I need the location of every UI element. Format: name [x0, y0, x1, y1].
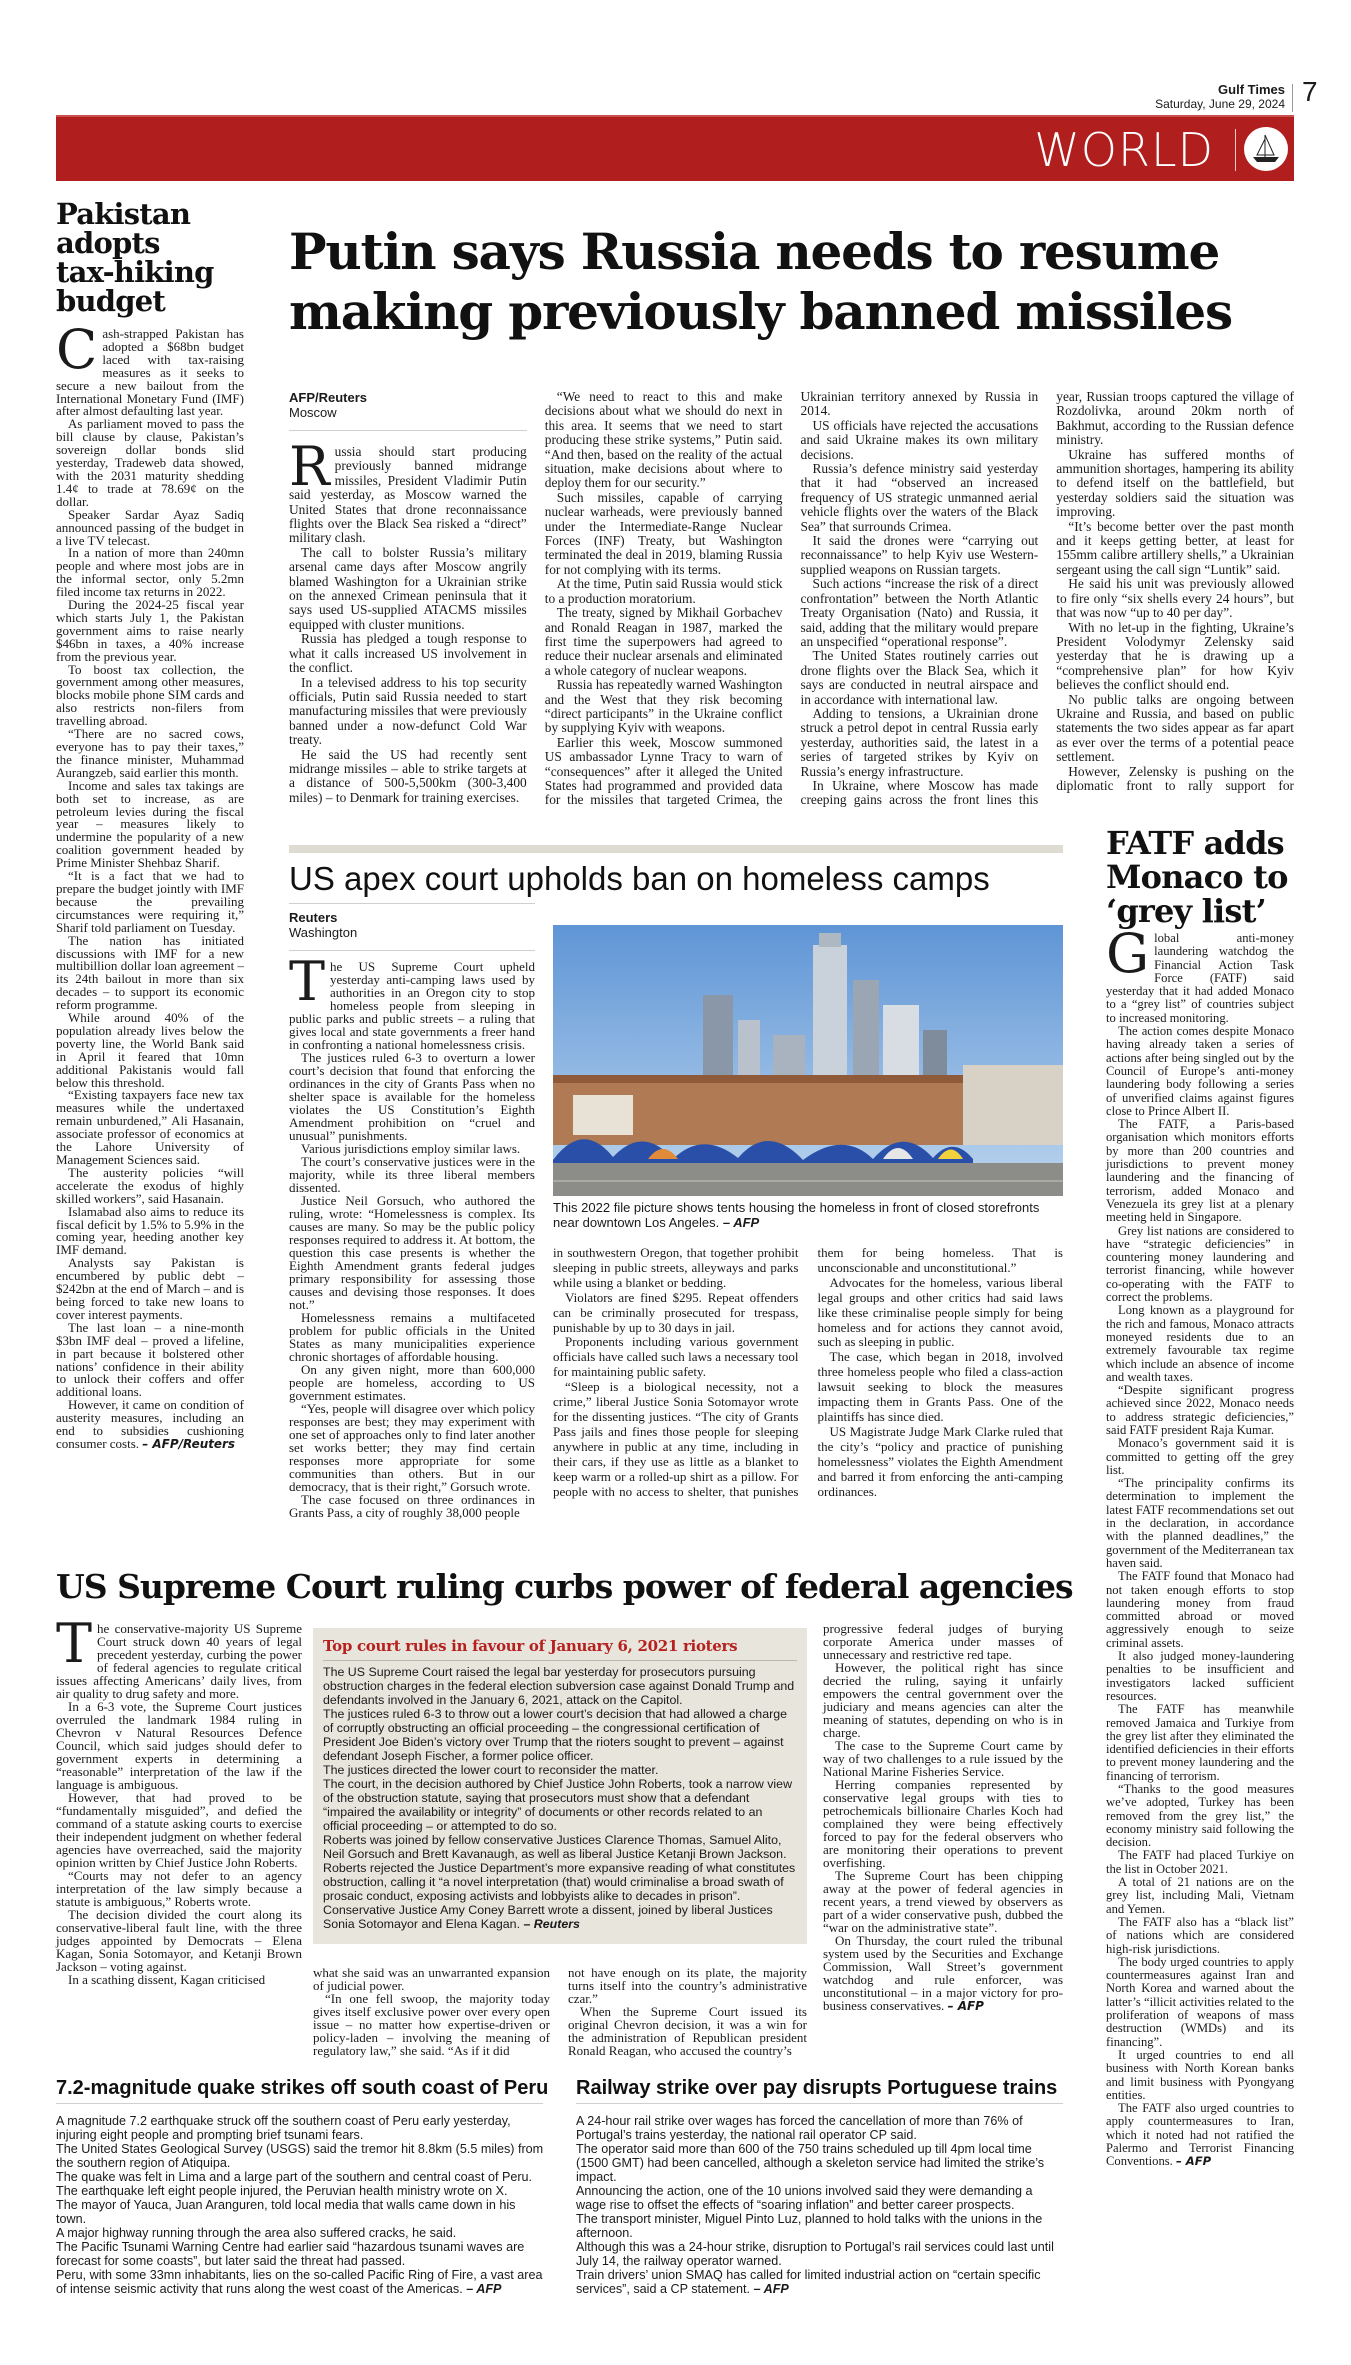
paragraph-text: The justices directed the lower court to reconsider the matter.: [323, 1763, 659, 1777]
paragraph: [323, 1833, 797, 1861]
paragraph-text: Announcing the action, one of the 10 unions involved said they were demanding a wage rise to offset the effects of “soaring inflation” and better career prospects.: [576, 2184, 1033, 2212]
paragraph: [1106, 1876, 1294, 1916]
paragraph: [823, 1934, 1063, 2013]
paragraph-text: A total of 21 nations are on the grey list, including Mali, Vietnam and Yemen.: [1106, 1875, 1294, 1916]
january-6-sidebar-box: [313, 1628, 807, 1944]
paragraph-text: A 24-hour rail strike over wages has forced the cancellation of more than 76% of Portugal’s trains yesterday, the national rail operator CP said.: [576, 2114, 1023, 2142]
paragraph: [323, 1777, 797, 1833]
paragraph: [289, 1402, 535, 1493]
homeless-headline: US apex court upholds ban on homeless camps: [289, 860, 990, 897]
paragraph-text: In a 6-3 vote, the Supreme Court justices overruled the landmark 1984 ruling in Chevron v Natural Resources Defence Council, which said judges should defer to government experts in determining a “reasonable” interpretation of the law if the language is ambiguous.: [56, 1699, 302, 1792]
paragraph-text: However, that had proved to be “fundamentally misguided”, and defied the command of a statute asking courts to exercise their independent judgment on whether federal agencies have overreached, said the majority opinion written by Chief Justice John Roberts.: [56, 1790, 302, 1870]
paragraph: [823, 1739, 1063, 1778]
paragraph: [289, 1493, 535, 1519]
paragraph-text: The FATF found that Monaco had not taken enough efforts to stop laundering money from fraud committed abroad or moved aggressively enough to seize criminal assets.: [1106, 1569, 1294, 1650]
headline-line: budget: [56, 284, 165, 318]
paragraph: [1106, 1304, 1294, 1384]
paragraph-text: Homelessness remains a multifaceted problem for public officials in the United States as many municipalities experience chronic shortages of affordable housing.: [289, 1310, 535, 1364]
paragraph-text: Advocates for the homeless, various liberal legal groups and other critics had said laws like these criminalise people simply for being homeless and for actions they cannot avoid, such as sleeping in public.: [817, 1274, 1063, 1350]
paragraph: [323, 1861, 797, 1903]
paragraph: [818, 1425, 1064, 1500]
portugal-article-body: [576, 2114, 1066, 2296]
paragraph-text: The action comes despite Monaco having already taken a series of actions after being singled out by the Council of Europe’s anti-money laundering body following a series of unverified claims against figures close to Prince Albert II.: [1106, 1024, 1294, 1118]
sidebar-paragraphs: [323, 1665, 797, 1931]
paragraph-text: Income and sales tax takings are both set to increase, as are petroleum levies during the fiscal year – measures likely to undermine the popularity of a new coalition government headed by Prime Minister Shehbaz Sharif.: [56, 777, 244, 871]
paragraph-text: Islamabad also aims to reduce its fiscal deficit by 1.5% to 5.9% in the coming year, heeding another key IMF demand.: [56, 1203, 244, 1258]
paragraph: [56, 1203, 244, 1258]
paragraph-text: In a nation of more than 240mn people and where most jobs are in the informal sector, only 5.2mn filed income tax returns in 2022.: [56, 545, 244, 600]
paragraph-text: Conservative Justice Amy Coney Barrett wrote a dissent, joined by liberal Justices Sonia Sotomayor and Elena Kagan.: [323, 1903, 773, 1931]
paragraph-text: He said his unit was previously allowed to fire only “six shells every 24 hours”, but that was now “up to 40 per day”.: [1056, 576, 1294, 621]
paragraph: [56, 2142, 546, 2170]
paragraph-text: In a scathing dissent, Kagan criticised: [68, 1972, 266, 1987]
paragraph-text: The US Supreme Court raised the legal bar yesterday for prosecutors pursuing obstruction charges in the federal election subversion case against Donald Trump and defendants involved in the January 6, 2021, attack on the Capitol.: [323, 1665, 795, 1707]
paragraph: [289, 1363, 535, 1402]
paragraph-text: To boost tax collection, the government among other measures, blocks mobile phone SIM cards and also restricts non-filers from travelling abroad.: [56, 661, 244, 729]
peru-headline: 7.2-magnitude quake strikes off south coast of Peru: [56, 2077, 549, 2099]
paragraph-text: The case to the Supreme Court came by way of two challenges to a rule issued by the National Marine Fisheries Service.: [823, 1738, 1063, 1779]
paragraph: [289, 1155, 535, 1194]
paragraph: [823, 1869, 1063, 1934]
paragraph-text: Ukraine has suffered months of ammunition shortages, hampering its ability to defend itself on the battlefield, but yesterday soldiers said the situation was improving.: [1056, 446, 1294, 520]
putin-headline: [289, 222, 1232, 342]
paragraph-text: Proponents including various government officials have called such laws a necessary tool for maintaining public safety.: [553, 1334, 799, 1380]
paragraph: [323, 1665, 797, 1707]
paragraph: [56, 547, 244, 599]
headline-line: Monaco to: [1106, 858, 1288, 896]
paragraph: [289, 748, 527, 806]
headline-line: adopts: [56, 226, 160, 260]
paragraph-text: “Existing taxpayers face new tax measures while the undertaxed remain unburdened,” Ali Hasanain, associate professor of economics at the Lahore University of Management Sciences said.: [56, 1087, 244, 1167]
paragraph-text: The operator said more than 600 of the 750 trains scheduled up till 4pm local time (1500 GMT) had been cancelled, although a skeleton service had limited the strike’s impact.: [576, 2142, 1045, 2184]
byline-place: Moscow: [289, 405, 337, 420]
paragraph: [1106, 1477, 1294, 1570]
paragraph-text: Long known as a playground for the rich and famous, Monaco attracts moneyed residents due to an extremely favourable tax regime which include an absence of income and wealth taxes.: [1106, 1303, 1294, 1384]
agency-credit: – AFP: [466, 2282, 502, 2296]
paragraph: [289, 950, 535, 1052]
paragraph: [801, 577, 1039, 649]
paragraph: [553, 1291, 799, 1336]
paragraph: [56, 870, 244, 935]
paragraph-text: The Pacific Tsunami Warning Centre had earlier said “hazardous tsunami waves are forecast for some coasts”, but later said the threat had passed.: [56, 2240, 525, 2268]
paragraph-text: “Despite significant progress achieved since 2022, Monaco needs to address strategic deficiencies,” said FATF president Raja Kumar.: [1106, 1383, 1294, 1437]
paragraph: [818, 1350, 1064, 1425]
paragraph-text: As parliament moved to pass the bill clause by clause, Pakistan’s sovereign dollar bonds slid yesterday, Tradeweb data showed, with the 2031 maturity shedding 1.4¢ to trade at 78.69¢ on the dollar.: [56, 416, 244, 509]
paragraph: [56, 1700, 302, 1791]
paragraph-text: The last loan – a nine-month $3bn IMF deal – proved a lifeline, in part because it bolstered other nations’ confidence in their ability to unlock their coffers and offer additional loans.: [56, 1319, 244, 1400]
paragraph: [56, 1012, 244, 1089]
paragraph: [553, 1335, 799, 1380]
paragraph-text: The case focused on three ordinances in Grants Pass, a city of roughly 38,000 people: [289, 1492, 535, 1520]
section-banner: [56, 115, 1294, 181]
supreme-court-column-1: [56, 1612, 302, 1987]
paragraph: [1056, 693, 1294, 765]
paragraph: [289, 632, 527, 675]
paragraph: [56, 2198, 546, 2226]
putin-article-body: [289, 390, 1294, 815]
paragraph-text: No public talks are ongoing between Ukraine and Russia, and based on public statements the two sides appear as far apart as ever over the terms of a potential peace settlement.: [1056, 691, 1294, 765]
paragraph-text: Monaco’s government said it is committed to getting off the grey list.: [1106, 1436, 1294, 1477]
paragraph: [1106, 922, 1294, 1025]
paragraph: [56, 2226, 546, 2240]
section-divider-bar: [289, 845, 1063, 853]
paragraph-text: what she said was an unwarranted expansion of judicial power.: [313, 1965, 550, 1993]
headline-line: making previously banned missiles: [289, 282, 1232, 341]
paragraph-text: “Courts may not defer to an agency interpretation of the law simply because a statute is ambiguous,” Roberts wrote.: [56, 1868, 302, 1909]
paragraph: [56, 1399, 244, 1451]
divider: [56, 2103, 543, 2104]
paragraph-text: A magnitude 7.2 earthquake struck off the southern coast of Peru early yesterday, injuring eight people and prompting brief tsunami fears.: [56, 2114, 511, 2142]
paragraph: [56, 1319, 244, 1400]
page-number: 7: [1302, 76, 1318, 107]
homeless-column-1: [289, 950, 535, 1520]
paragraph-text: Such missiles, capable of carrying nuclear warheads, were previously banned under the Intermediate-Range Nuclear Forces (INF) Treaty, but Washington terminated the deal in 2019, blaming Russia for not complying with its terms.: [544, 489, 783, 577]
paragraph-text: While around 40% of the population already lives below the poverty line, the World Bank said in April it feared that 10mn additional Pakistanis would fall below this threshold.: [56, 1010, 244, 1090]
paragraph: [289, 676, 527, 748]
paragraph: [323, 1763, 797, 1777]
paragraph-text: In a televised address to his top security officials, Putin said Russia needed to start manufacturing missiles that were previously banned under a now-defunct Cold War treaty.: [289, 674, 527, 748]
paragraph-text: When the Supreme Court issued its original Chevron decision, it was a win for the administration of Republican president Ronald Reagan, who accused the country’s: [568, 2004, 807, 2058]
paragraph: [289, 546, 527, 632]
supreme-court-headline: US Supreme Court ruling curbs power of federal agencies: [56, 1567, 1073, 1606]
homeless-columns: [553, 1246, 1063, 1516]
paragraph-text: Speaker Sardar Ayaz Sadiq announced passing of the budget in a live TV telecast.: [56, 506, 244, 548]
paragraph: [1106, 1118, 1294, 1224]
paragraph: [1106, 1025, 1294, 1118]
paragraph-text: The transport minister, Miguel Pinto Luz, planned to hold talks with the unions in the afternoon.: [576, 2212, 1043, 2240]
paragraph: [823, 1778, 1063, 1869]
paragraph-text: “It is a fact that we had to prepare the budget jointly with IMF because the prevailing circumstances were requiring it,” Sharif told parliament on Tuesday.: [56, 868, 244, 935]
paragraph: [1106, 2049, 1294, 2102]
paragraph: [801, 707, 1039, 779]
paragraph-text: Various jurisdictions employ similar laws.: [301, 1141, 521, 1156]
agency-credit: – AFP: [947, 1999, 984, 2013]
byline: [289, 903, 535, 951]
paragraph: [56, 1973, 302, 1986]
paragraph: [56, 1791, 302, 1869]
photo-caption: [553, 1200, 1063, 1230]
paragraph-text: With no let-up in the fighting, Ukraine’s President Volodymyr Zelensky said yesterday that he is drawing up a “comprehensive plan” for how Kyiv believes the conflict should end.: [1056, 619, 1294, 693]
paragraph-text: A major highway running through the area also suffered cracks, he said.: [56, 2226, 457, 2240]
paragraph: [56, 1257, 244, 1322]
paragraph: [1056, 448, 1294, 520]
portugal-headline: Railway strike over pay disrupts Portuguese trains: [576, 2077, 1058, 2099]
paragraph: [56, 1908, 302, 1973]
paragraph-text: progressive federal judges of burying corporate America under masses of unnecessary and restrictive red tape.: [823, 1621, 1063, 1662]
paragraph: [801, 649, 1039, 707]
paragraph-text: Train drivers’ union SMAQ has called for limited industrial action on “certain specific services”, said a CP statement.: [576, 2268, 1041, 2296]
byline-agency: Reuters: [289, 910, 338, 925]
agency-credit: – AFP/Reuters: [142, 1436, 236, 1451]
paragraph-text: However, it came on condition of austerity measures, including an end to subsidies cushioning consumer costs.: [56, 1397, 244, 1451]
paragraph: [56, 728, 244, 780]
paragraph: [1106, 1225, 1294, 1305]
pakistan-headline: [56, 197, 214, 318]
paragraph: [56, 2268, 546, 2296]
paragraph-text: US Magistrate Judge Mark Clarke ruled that the city’s “policy and practice of punishing homelessness” violates the Eighth Amendment and barred it from enforcing the anti-camping ordinances.: [817, 1423, 1063, 1499]
paragraph-text: At the time, Putin said Russia would stick to a production moratorium.: [544, 576, 783, 606]
paragraph: [1106, 1783, 1294, 1849]
byline: [289, 390, 527, 431]
paragraph: [576, 2114, 1066, 2142]
newspaper-name: Gulf Times: [1218, 82, 1285, 97]
paragraph-text: The US Supreme Court upheld yesterday anti-camping laws used by authorities in an Oregon city to stop homeless people from sleeping in public parks and public streets – a ruling that gives local and state governments a freer hand in confronting a national homelessness crisis.: [289, 950, 535, 1052]
paragraph-text: Cash-strapped Pakistan has adopted a $68bn budget laced with tax-raising measures as it seeks to secure a new bailout from the International Monetary Fund (IMF) after almost defaulting last year.: [56, 318, 244, 419]
paragraph-text: Herring companies represented by conservative legal groups with ties to petrochemicals billionaire Charles Koch had complained they were being effectively forced to pay for the federal observers who are monitoring their operations to prevent overfishing.: [823, 1777, 1063, 1870]
paragraph: [576, 2240, 1066, 2268]
paragraph-text: The nation has initiated discussions with IMF for a new multibillion dollar loan agreement – its 24th bailout in more than six decades – to support its economic reform programme.: [56, 932, 244, 1013]
caption-credit: – AFP: [722, 1215, 760, 1230]
paragraph: [56, 506, 244, 548]
paragraph-text: Peru, with some 33mn inhabitants, lies on the so-called Pacific Ring of Fire, a vast area of intense seismic activity that runs along the west coast of the Americas.: [56, 2268, 543, 2296]
agency-credit: – AFP: [753, 2282, 789, 2296]
paragraph-text: “Sleep is a biological necessity, not a crime,” liberal Justice Sonia Sotomayor wrote for the dissenting justices. “The city of Grants Pass jails and fines those people for sleeping anywhere in public at any time, including in their cars, if they use as little as a blanket to keep warm or a rolled-up shirt as a pillow. For people with no access to shelter, that punishes them for being homeless. That is unconscionable and unconstitutional.”: [553, 1246, 1063, 1499]
paragraph-text: Justice Neil Gorsuch, who authored the ruling, wrote: “Homelessness is complex. Its causes are many. So may be the public policy responses required to address it. At bottom, the question this case presents is whether the Eighth Amendment grants federal judges primary responsibility for assessing those causes and devising those responses. It does not.”: [289, 1193, 535, 1312]
caption-text: This 2022 file picture shows tents housing the homeless in front of closed storefronts near downtown Los Angeles.: [553, 1200, 1040, 1230]
paragraph-text: The FATF also urged countries to apply countermeasures to Iran, which it noted had not ratified the Palermo and Terrorist Financing Conventions.: [1106, 2101, 1294, 2169]
headline-line: tax-hiking: [56, 255, 214, 289]
paragraph-text: Global anti-money laundering watchdog the Financial Action Task Force (FATF) said yesterday that it had added Monaco to a “grey list” of countries subject to increased monitoring.: [1106, 922, 1294, 1025]
paragraph: [56, 318, 244, 419]
paragraph-text: It said the drones were “carrying out reconnaissance” to help Kyiv use Western-supplied weapons on Russian targets.: [800, 533, 1039, 577]
paragraph: [576, 2184, 1066, 2212]
paragraph: [553, 1246, 799, 1291]
paragraph: [576, 2142, 1066, 2184]
paragraph-text: “It’s become better over the past month and it keeps getting better, at least for 155mm calibre artillery shells,” a Ukrainian sergeant using the call sign “Luntik” said.: [1056, 518, 1294, 577]
divider: [576, 2103, 1063, 2104]
supreme-court-column-2: [313, 1966, 550, 2057]
paragraph: [56, 1869, 302, 1908]
paragraph: [1106, 1703, 1294, 1783]
byline-agency: AFP/Reuters: [289, 390, 368, 405]
sidebar-title: Top court rules in favour of January 6, 2021 rioters: [323, 1636, 797, 1661]
section-title: WORLD: [1034, 123, 1214, 177]
paragraph: [56, 777, 244, 871]
paragraph-text: Russia has repeatedly warned Washington and the West that they risk becoming “direct participants” in the Ukraine conflict by supplying Kyiv with weapons.: [544, 677, 783, 736]
agency-credit: – Reuters: [523, 1917, 580, 1931]
paragraph: [1106, 2102, 1294, 2168]
paragraph-text: Roberts was joined by fellow conservative Justices Clarence Thomas, Samuel Alito, Neil Gorsuch and Brett Kavanaugh, as well as liberal Justice Ketanji Brown Jackson.: [323, 1833, 787, 1861]
paragraph: [545, 606, 783, 678]
paragraph: [801, 534, 1039, 577]
paragraph: [801, 419, 1039, 462]
headline-line: Pakistan: [56, 197, 191, 231]
paragraph-text: “There are no sacred cows, everyone has to pay their taxes,” the finance minister, Muhammad Aurangzeb, said earlier this month.: [56, 726, 244, 780]
paragraph-text: The United States routinely carries out drone flights over the Black Sea, which it says are conducted in neutral airspace and in accordance with international law.: [800, 648, 1039, 707]
paragraph: [1106, 1570, 1294, 1650]
supreme-court-column-3: [568, 1966, 807, 2057]
paragraph-text: “The principality confirms its determination to implement the latest FATF recommendations set out in the declaration, in accordance with the planned deadlines,” the government of the Mediterranean tax haven said.: [1106, 1476, 1294, 1570]
paragraph-text: The Supreme Court has been chipping away at the power of federal agencies in recent years, a trend viewed by observers as part of a wider conservative push, dubbed the “war on the administrative state”.: [823, 1868, 1063, 1935]
paragraph: [289, 1051, 535, 1142]
issue-date: Saturday, June 29, 2024: [1155, 97, 1285, 111]
paragraph-text: The FATF also has a “black list” of nations which are considered high-risk jurisdictions.: [1106, 1914, 1294, 1956]
paragraph-text: On Thursday, the court ruled the tribunal system used by the Securities and Exchange Commission, Wall Street’s government watchdog and rule enforcer, was unconstitutional – in a major victory for pro-business conservatives.: [823, 1933, 1063, 2013]
paragraph: [576, 2268, 1066, 2296]
paragraph-text: Such actions “increase the risk of a direct confrontation” between the North Atlantic Treaty Organisation (Nato) and Russia, it said, adding that the military would prepare an unspecified “operational response”.: [800, 576, 1039, 649]
paragraph: [1106, 1384, 1294, 1437]
paragraph-text: “Yes, people will disagree over which policy responses are best; they may experiment with one set of approaches only to find later another set works better; they may find certain responses more appropriate for some communities than others. But in our democracy, that is their right,” Gorsuch wrote.: [289, 1401, 535, 1494]
paragraph: [56, 2184, 546, 2198]
paragraph-text: in southwestern Oregon, that together prohibit sleeping in public streets, alleyways and parks while using a blanket or bedding.: [553, 1246, 799, 1290]
paragraph-text: It also judged money-laundering penalties to be insufficient and investigators lacked sufficient resources.: [1106, 1649, 1294, 1703]
paragraph: [823, 1622, 1063, 1661]
paragraph-text: Adding to tensions, a Ukrainian drone struck a petrol depot in central Russia early yesterday, authorities said, the latest in a series of targeted strikes by Kyiv on Russia’s energy infrastructure.: [800, 705, 1039, 779]
paragraph: [545, 390, 783, 491]
peru-article-body: [56, 2114, 546, 2296]
paragraph: [801, 462, 1039, 534]
paragraph-text: Russia’s defence ministry said yesterday that it had “observed an increased frequency of US strategic unmanned aerial vehicle flights over the waters of the Black Sea” that surrounds Crimea.: [800, 461, 1039, 534]
paragraph-text: “Thanks to the good measures we’ve adopted, Turkey has been removed from the grey list,” the economy ministry said following the decision.: [1106, 1782, 1294, 1850]
supreme-court-column-4: [823, 1622, 1063, 2013]
banner-divider: [1235, 129, 1236, 171]
paragraph: [323, 1707, 797, 1763]
paragraph-text: The FATF has meanwhile removed Jamaica and Turkiye from the grey list after they eliminated the identified deficiencies in their efforts to prevent money laundering and the financing of terrorism.: [1106, 1702, 1294, 1783]
paragraph: [576, 2212, 1066, 2240]
paragraph: [56, 599, 244, 664]
paragraph-text: The decision divided the court along its conservative-liberal fault line, with the three judges appointed by Democrats – Elena Kagan, Sonia Sotomayor, and Ketanji Brown Jackson – voting against.: [56, 1907, 302, 1974]
paragraph-text: The FATF had placed Turkiye on the list in October 2021.: [1106, 1848, 1294, 1876]
paragraph-text: Russia should start producing previously banned midrange missiles, President Vladimir Putin said yesterday, as Moscow warned the United States that drone reconnaissance flights over the Black Sea risked a “direct” military clash.: [289, 435, 527, 546]
paragraph: [289, 435, 527, 546]
dhow-boat-icon: [1244, 127, 1288, 171]
paragraph-text: The mayor of Yauca, Juan Aranguren, told local media that walls came down in his town.: [56, 2198, 516, 2226]
paragraph-text: The body urged countries to apply countermeasures against Iran and North Korea and warned about the latter’s “illicit activities related to the proliferation of weapons of mass destruction (WMDs) and its financing”.: [1106, 1954, 1294, 2049]
paragraph-text: The earthquake left eight people injured, the Peruvian health ministry wrote on X.: [56, 2184, 508, 2198]
paragraph-text: The case, which began in 2018, involved three homeless people who filed a class-action lawsuit seeking to block the measures impacting them in Grants Pass. One of the plaintiffs has since died.: [817, 1349, 1063, 1424]
paragraph: [545, 491, 783, 577]
homeless-tents-photo: [553, 925, 1063, 1196]
paragraph: [1056, 577, 1294, 620]
paragraph: [56, 1089, 244, 1166]
paragraph: [545, 577, 783, 606]
paragraph: [289, 1311, 535, 1363]
paragraph: [289, 1194, 535, 1311]
paragraph: [56, 2240, 546, 2268]
paragraph-text: Violators are fined $295. Repeat offenders can be criminally prosecuted for trespass, punishable by up to 30 days in jail.: [553, 1289, 799, 1335]
paragraph-text: Grey list nations are considered to have “strategic deficiencies” in countering money laundering and terrorist financing, while however co-operating with the FATF to correct the problems.: [1106, 1223, 1294, 1305]
paragraph-text: However, the political right has since decried the ruling, saying it unfairly empowers the central government over the judiciary and means agencies can alter the meaning of statutes, depending on who is in charge.: [823, 1660, 1063, 1740]
paragraph: [1056, 621, 1294, 693]
paragraph-text: He said the US had recently sent midrange missiles – able to strike targets at a distance of 500-5,500km (300-3,400 miles) – to Denmark for training exercises.: [289, 746, 527, 805]
paragraph: [313, 1966, 550, 1992]
headline-line: FATF adds: [1106, 824, 1284, 862]
paragraph: [323, 1903, 797, 1931]
paragraph-text: The justices ruled 6-3 to overturn a lower court’s decision that found that enforcing the ordinances in the city of Grants Pass when no shelter space is available for the homeless violates the US Constitution’s Eighth Amendment prohibition on “cruel and unusual” punishments.: [289, 1050, 535, 1143]
paragraph: [56, 932, 244, 1013]
paragraph: [56, 661, 244, 729]
paragraph-text: “In one fell swoop, the majority today gives itself exclusive power over every open issue – no matter how expertise-driven or policy-laden – involving the meaning of regulatory law,” she said. “As if it did: [313, 1991, 550, 2058]
paragraph: [56, 418, 244, 508]
paragraph-text: On any given night, more than 600,000 people are homeless, according to US government estimates.: [289, 1362, 535, 1403]
paragraph: [568, 1966, 807, 2005]
paragraph-text: The quake was felt in Lima and a large part of the southern and central coast of Peru.: [56, 2170, 533, 2184]
paragraph-text: The call to bolster Russia’s military arsenal came days after Moscow angrily blamed Washington for a Ukrainian strike on the annexed Crimean peninsula that it says used US-supplied ATACMS missiles equipped with cluster munitions.: [289, 544, 527, 632]
paragraph-text: The court, in the decision authored by Chief Justice John Roberts, took a narrow view of the obstruction statute, saying that prosecutors must show that a defendant “impaired the availability or integrity” of documents or other records related to an official proceeding – or attempted to do so.: [323, 1777, 793, 1833]
fatf-article-body: [1106, 922, 1294, 2169]
paragraph-text: not have enough on its plate, the majority turns itself into the country’s administrative czar.”: [568, 1965, 807, 2006]
paragraph: [1106, 1849, 1294, 1876]
paragraph: [1106, 1650, 1294, 1703]
pakistan-article-body: [56, 318, 244, 1451]
paragraph-text: Russia has pledged a tough response to what it calls increased US involvement in the conflict.: [289, 631, 527, 676]
paragraph-text: Although this was a 24-hour strike, disruption to Portugal’s rail services could last until July 14, the railway operator warned.: [576, 2240, 1054, 2268]
paragraph-text: Earlier this week, Moscow summoned US ambassador Lynne Tracy to warn of “consequences” after it alleged the United States had programmed and provided data for the missiles that targeted Crimea, the Ukrainian territory annexed by Russia in 2014.: [544, 390, 1039, 808]
paragraph: [56, 1164, 244, 1206]
paragraph: [823, 1661, 1063, 1739]
paragraph-text: In Ukraine, where Moscow has made creeping gains across the front lines this year, Russian troops captured the village of Rozdolivka, around 20km north of Bakhmut, according to the Russian defence ministry.: [800, 390, 1294, 808]
paragraph: [1106, 1956, 1294, 2049]
paragraph: [545, 678, 783, 736]
paragraph-text: US officials have rejected the accusations and said Ukraine makes its own military decisions.: [800, 417, 1039, 462]
masthead-divider: [1292, 84, 1293, 112]
paragraph-text: Roberts rejected the Justice Department’s more expansive reading of what constitutes obstruction, calling it “a novel interpretation (that) would criminalise a broad swath of prosaic conduct, exposing activists and lobbyists alike to decades in prison”.: [323, 1861, 796, 1903]
paragraph: [56, 2170, 546, 2184]
paragraph-text: During the 2024-25 fiscal year which starts July 1, the Pakistan government aims to raise nearly $46bn in taxes, a 40% increase from the previous year.: [56, 597, 244, 664]
paragraph: [1106, 1437, 1294, 1477]
paragraph: [1056, 520, 1294, 578]
paragraph-text: The FATF, a Paris-based organisation which monitors efforts by more than 200 countries and jurisdictions to prevent money laundering and the financing of terrorism, added Monaco and Venezuela its grey list at a plenary meeting held in Singapore.: [1106, 1117, 1294, 1225]
paragraph-text: The court’s conservative justices were in the majority, while its three liberal members dissented.: [289, 1154, 535, 1195]
paragraph: [1106, 1916, 1294, 1956]
paragraph-text: The treaty, signed by Mikhail Gorbachev and Ronald Reagan in 1987, marked the first time the superpowers had agreed to reduce their nuclear arsenals and eliminated a whole category of nuclear weapons.: [544, 605, 783, 678]
paragraph-text: However, Zelensky is pushing on the diplomatic front to rally support for: [1056, 763, 1294, 793]
paragraph-text: It urged countries to end all business with North Korean banks and limit business with Pyongyang entities.: [1106, 2047, 1294, 2102]
headline-line: Putin says Russia needs to resume: [289, 222, 1220, 281]
paragraph: [818, 1276, 1064, 1351]
paragraph-text: The conservative-majority US Supreme Court struck down 40 years of legal precedent yesterday, curbing the power of federal agencies to regulate critical issues affecting Americans’ daily lives, from air quality to drug safety and more.: [56, 1612, 302, 1701]
paragraph: [313, 1992, 550, 2057]
byline-place: Washington: [289, 925, 358, 940]
agency-credit: – AFP: [1175, 2154, 1212, 2169]
paragraph-text: The justices ruled 6-3 to throw out a lower court’s decision that had allowed a charge of corruptly obstructing an official proceeding – the congressional certification of President Joe Biden’s victory over Trump that the rioters sought to prevent – against defendant Joseph Fischer, a former police officer.: [323, 1707, 787, 1763]
paragraph: [568, 2005, 807, 2057]
paragraph-text: Analysts say Pakistan is encumbered by public debt – $242bn at the end of March – and is being forced to take new loans to cover interest payments.: [56, 1255, 244, 1322]
paragraph-text: The United States Geological Survey (USGS) said the tremor hit 8.8km (5.5 miles) from the southern region of Atiquipa.: [56, 2142, 544, 2170]
paragraph-text: The austerity policies “will accelerate the exodus of highly skilled workers”, said Hasanain.: [56, 1164, 244, 1206]
paragraph: [56, 2114, 546, 2142]
fatf-headline: [1106, 826, 1288, 928]
paragraph: [56, 1612, 302, 1701]
putin-paragraphs: [289, 390, 1294, 815]
headline-line: ‘grey list’: [1106, 892, 1266, 930]
paragraph-text: “We need to react to this and make decisions about what we should do next in this area. It seems that we need to start producing these strike systems,” Putin said. “And then, based on the reality of the actual situation, make decisions about where to deploy them for our security.”: [544, 390, 783, 491]
